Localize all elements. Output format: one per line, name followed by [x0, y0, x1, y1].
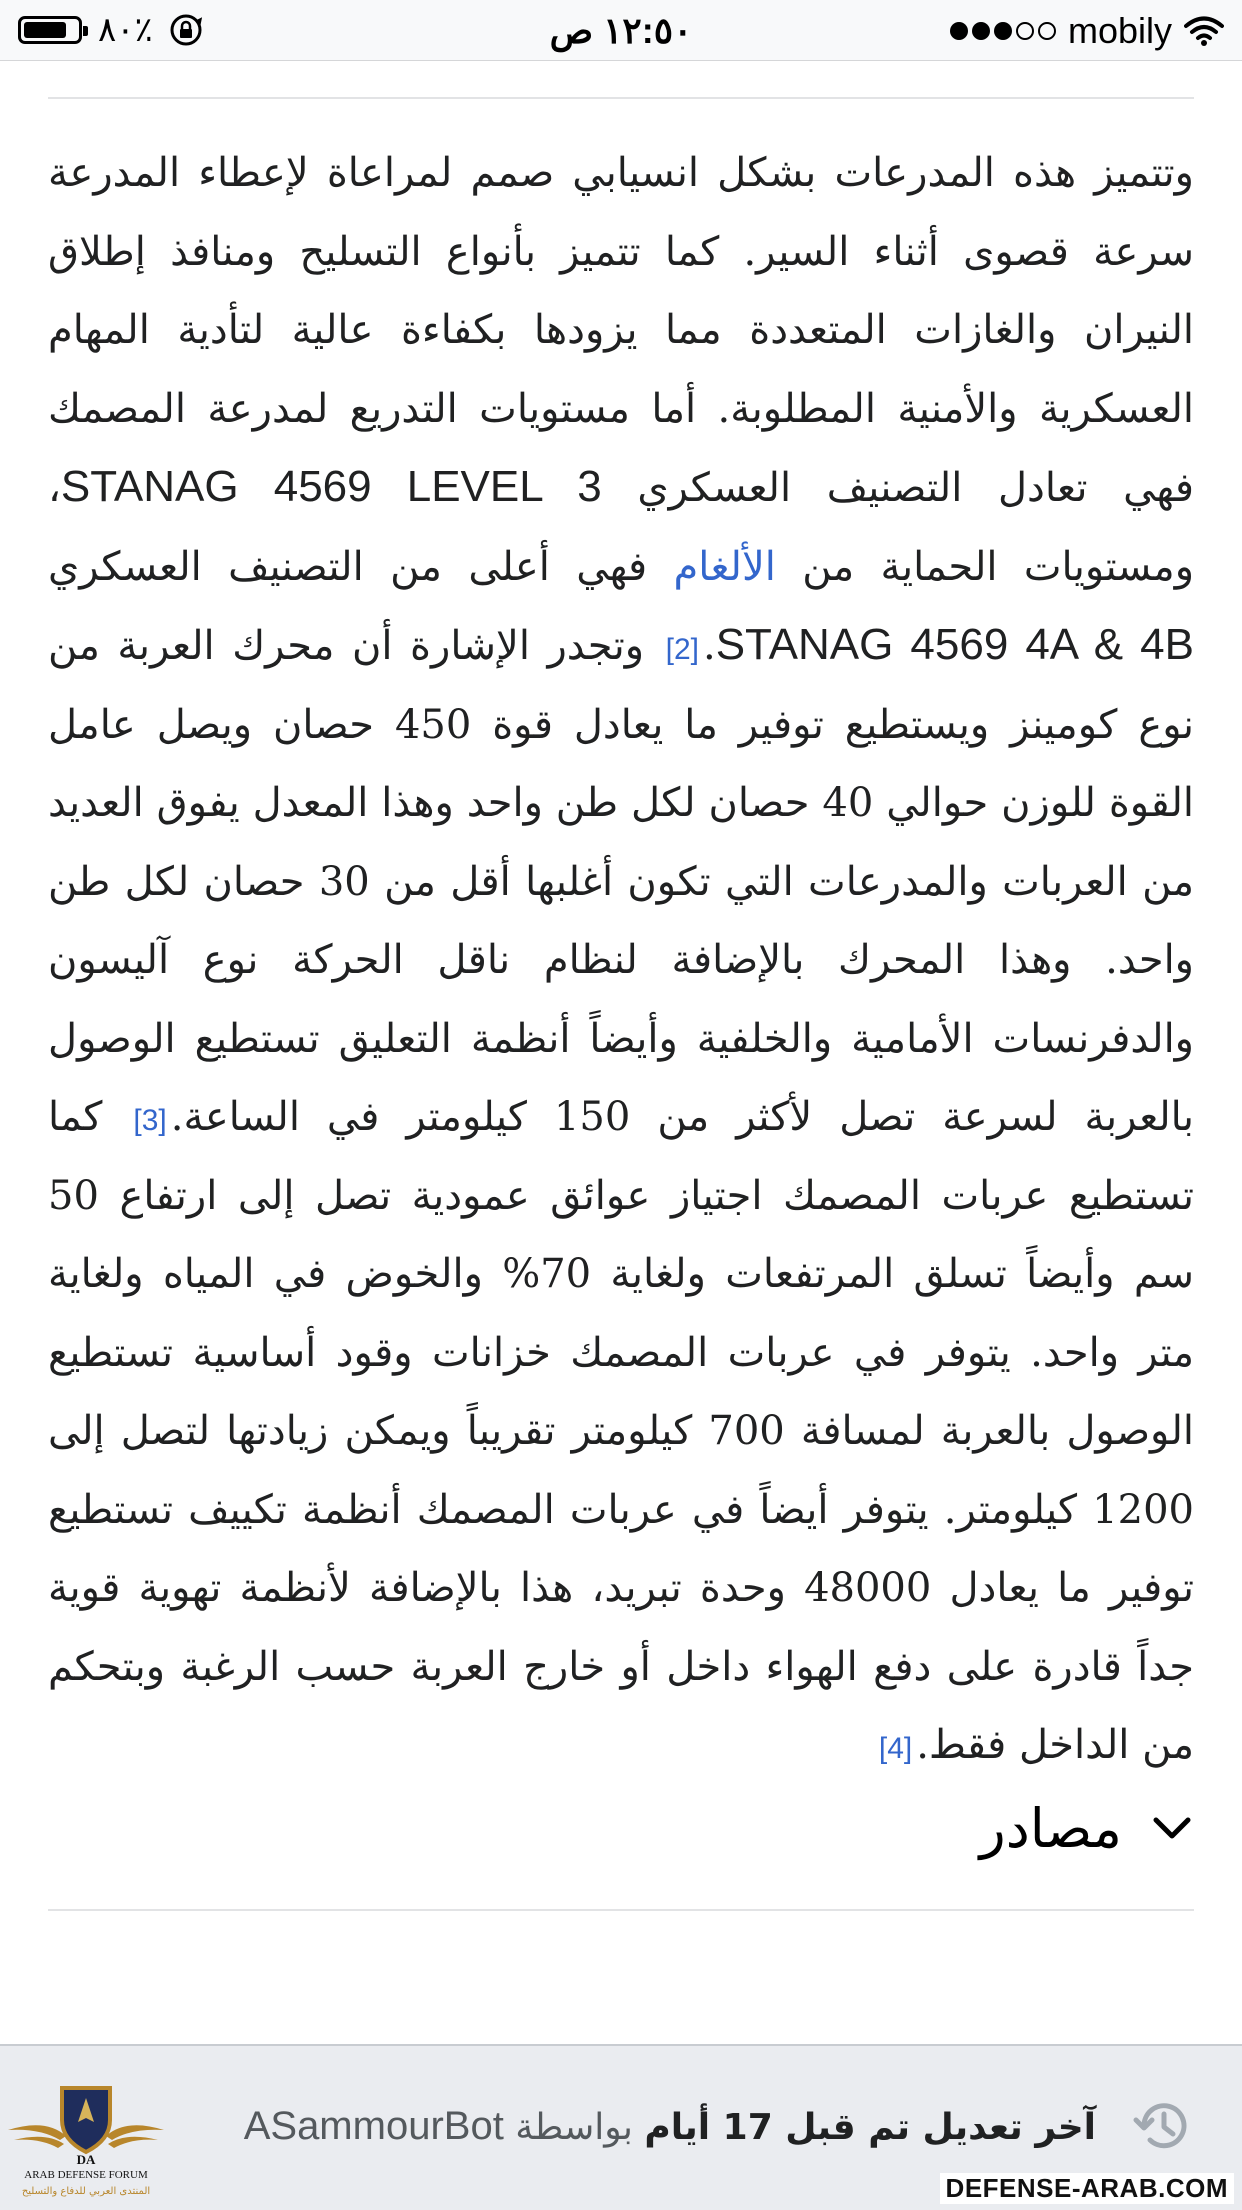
editor-username[interactable]: ASammourBot [243, 2103, 504, 2148]
forum-logo [6, 2078, 166, 2204]
logo-name-ar: المنتدى العربي للدفاع والتسليح [21, 2186, 151, 2197]
article-latin-text: STANAG 4569 4A & 4B [715, 620, 1194, 669]
article-text: وتجدر الإشارة أن محرك العربة من نوع كومينز ويستطيع توفير ما يعادل قوة 450 حصان ويصل عامل القوة للوزن حوالي 40 حصان لكل طن واحد وهذا المعدل يفوق العديد من العربات والمدرعات التي تكون أغلبها أقل من 30 حصان لكل طن واحد. وهذا المحرك بالإضافة لنظام ناقل الحركة نوع آليسون والدفرنسات الأمامية والخلفية وأيضاً أنظمة التعليق تستطيع الوصول بالعربة لسرعة تصل لأكثر من 150 كيلومتر في الساعة. [48, 623, 1195, 1140]
mines-link[interactable]: الألغام [673, 543, 776, 590]
signal-strength-icon [950, 22, 1056, 40]
history-icon [1130, 2094, 1194, 2158]
chevron-down-icon[interactable] [1150, 1806, 1194, 1850]
status-right [950, 10, 1224, 52]
site-watermark: DEFENSE-ARAB.COM [940, 2173, 1234, 2204]
battery-percent: ٨٠٪ [98, 11, 153, 49]
last-edited-link[interactable] [244, 2086, 1194, 2166]
logo-initials: DA [76, 2152, 96, 2167]
by-label: بواسطة [515, 2106, 633, 2148]
last-edit-time: آخر تعديل تم قبل 17 أيام [644, 2106, 1096, 2148]
article-text: كما تستطيع عربات المصمك اجتياز عوائق عمودية تصل إلى ارتفاع 50 سم وأيضاً تسلق المرتفعات ولغاية 70% والخوض في المياه ولغاية متر واحد. يتوفر في عربات المصمك خزانات وقود أساسية تستطيع الوصول بالعربة لمسافة 700 كيلومتر تقريباً ويمكن زيادتها لتصل إلى 1200 كيلومتر. يتوفر أيضاً في عربات المصمك أنظمة تكييف تستطيع توفير ما يعادل 48000 وحدة تبريد، هذا بالإضافة لأنظمة تهوية قوية جداً قادرة على دفع الهواء داخل أو خارج العربة حسب الرغبة وبتحكم من الداخل فقط. [48, 1094, 1195, 1768]
wifi-icon [1184, 15, 1224, 47]
top-divider [48, 97, 1194, 99]
section-divider [48, 1909, 1194, 1911]
logo-name-en: ARAB DEFENSE FORUM [24, 2169, 148, 2181]
article-paragraph [48, 134, 1194, 1785]
article-text: فهي أعلى من التصنيف العسكري [48, 543, 674, 590]
article-text: وتتميز هذه المدرعات بشكل انسيابي صمم لمراعاة لإعطاء المدرعة سرعة قصوى أثناء السير. كما تتميز بأنواع التسليح ومنافذ إطلاق النيران والغازات المتعددة مما يزودها بكفاءة عالية لتأدية المهام العسكرية والأمنية المطلوبة. أما مستويات التدريع لمدرعة المصمك فهي تعادل التصنيف العسكري [48, 150, 1194, 511]
last-edit-text [244, 2104, 1096, 2149]
status-time: ١٢:٥٠ ص [549, 10, 693, 51]
reference-link-3[interactable]: [3] [133, 1104, 167, 1137]
article-text: ، ومستويات الحماية من [48, 465, 1195, 590]
article-latin-text: STANAG 4569 LEVEL 3 [60, 462, 602, 511]
reference-link-4[interactable]: [4] [878, 1732, 913, 1765]
status-bar [0, 0, 1242, 61]
carrier-name: mobily [1067, 10, 1172, 51]
section-title: مصادر [979, 1796, 1122, 1860]
sources-section-header[interactable] [48, 1780, 1194, 1876]
article-text: . [702, 623, 716, 669]
reference-link-2[interactable]: [2] [665, 633, 699, 666]
